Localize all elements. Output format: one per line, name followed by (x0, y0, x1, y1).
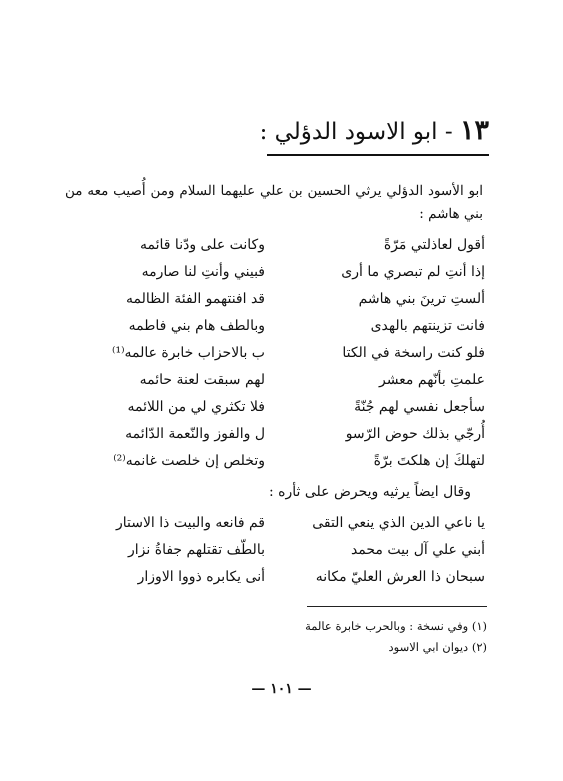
verse-second-hemistich: ل والفوز والنّعمة الدّائمه (125, 426, 265, 442)
verse-second-hemistich: فلا تكثري لي من اللائمه (127, 399, 265, 415)
section-number: ١٣ (459, 115, 489, 146)
footnotes (305, 616, 487, 658)
title-underline (267, 154, 489, 156)
verse-line (65, 367, 485, 394)
verse-line (65, 537, 485, 564)
verse-line (65, 448, 485, 475)
verse-first-hemistich: أقول لعاذلتي مَرّةً (383, 237, 485, 253)
verse-first-hemistich: سأجعل نفسي لهم جُنّةً (354, 399, 485, 415)
verse-line (65, 232, 485, 259)
section-heading (260, 112, 489, 150)
verse-line (65, 313, 485, 340)
page-number: — ١٠١ — (251, 681, 312, 697)
second-poem-intro: وقال ايضاً يرثيه ويحرض على ثأره : (268, 484, 471, 500)
verse-first-hemistich: علمتِ بأنّهم معشر (378, 372, 485, 388)
verse-second-hemistich: لهم سبقت لعنة حائمه (139, 372, 265, 388)
verse-line (65, 286, 485, 313)
verse-first-hemistich: يا ناعي الدين الذي ينعي التقى (312, 515, 485, 531)
verse-first-hemistich: إذا أنتِ لم تبصري ما أرى (341, 264, 485, 280)
verse-second-hemistich: قم فانعه والبيت ذا الاستار (115, 515, 265, 531)
verse-second-hemistich: ب بالاحزاب خابرة عالمه⁽¹⁾ (111, 345, 265, 361)
poem-incitement (65, 510, 485, 591)
intro-paragraph: ابو الأسود الدؤلي يرثي الحسين بن علي عليهما السلام ومن أُصيب معه من بني هاشم : (65, 183, 483, 222)
verse-line (65, 340, 485, 367)
section-title: - ابو الاسود الدؤلي : (259, 119, 453, 145)
verse-first-hemistich: سبحان ذا العرش العليّ مكانه (315, 569, 485, 585)
verse-second-hemistich: بالطّف تقتلهم جفاةُ نزار (128, 542, 265, 558)
footnote: (٢) ديوان ابي الاسود (388, 640, 487, 654)
verse-second-hemistich: فبيني وأنتِ لنا صارمه (141, 264, 265, 280)
footnote-divider (307, 606, 487, 607)
verse-first-hemistich: ألستِ ترينَ بني هاشم (358, 291, 485, 307)
verse-second-hemistich: وبالطف هام بني فاطمه (128, 318, 265, 334)
verse-second-hemistich: وتخلص إن خلصت غانمه⁽²⁾ (113, 453, 265, 469)
verse-line (65, 394, 485, 421)
verse-first-hemistich: فانت تزينتهم بالهدى (370, 318, 485, 334)
verse-second-hemistich: أنى يكابره ذووا الاوزار (137, 569, 265, 585)
verse-line (65, 564, 485, 591)
verse-first-hemistich: أُرجّي بذلك حوض الرّسو (345, 426, 485, 442)
poem-lament (65, 232, 485, 475)
verse-line (65, 421, 485, 448)
verse-first-hemistich: لتهلكَ إن هلكتَ برّةً (373, 453, 485, 469)
verse-line (65, 259, 485, 286)
verse-first-hemistich: أبني علي آل بيت محمد (350, 542, 485, 558)
footnote: (١) وفي نسخة : وبالحرب خابرة عالمة (305, 619, 487, 633)
verse-first-hemistich: فلو كنت راسخة في الكتا (342, 345, 485, 361)
verse-second-hemistich: قد افنتهمو الفئة الظالمه (126, 291, 265, 307)
verse-second-hemistich: وكانت على ودّنا قائمه (140, 237, 265, 253)
verse-line (65, 510, 485, 537)
